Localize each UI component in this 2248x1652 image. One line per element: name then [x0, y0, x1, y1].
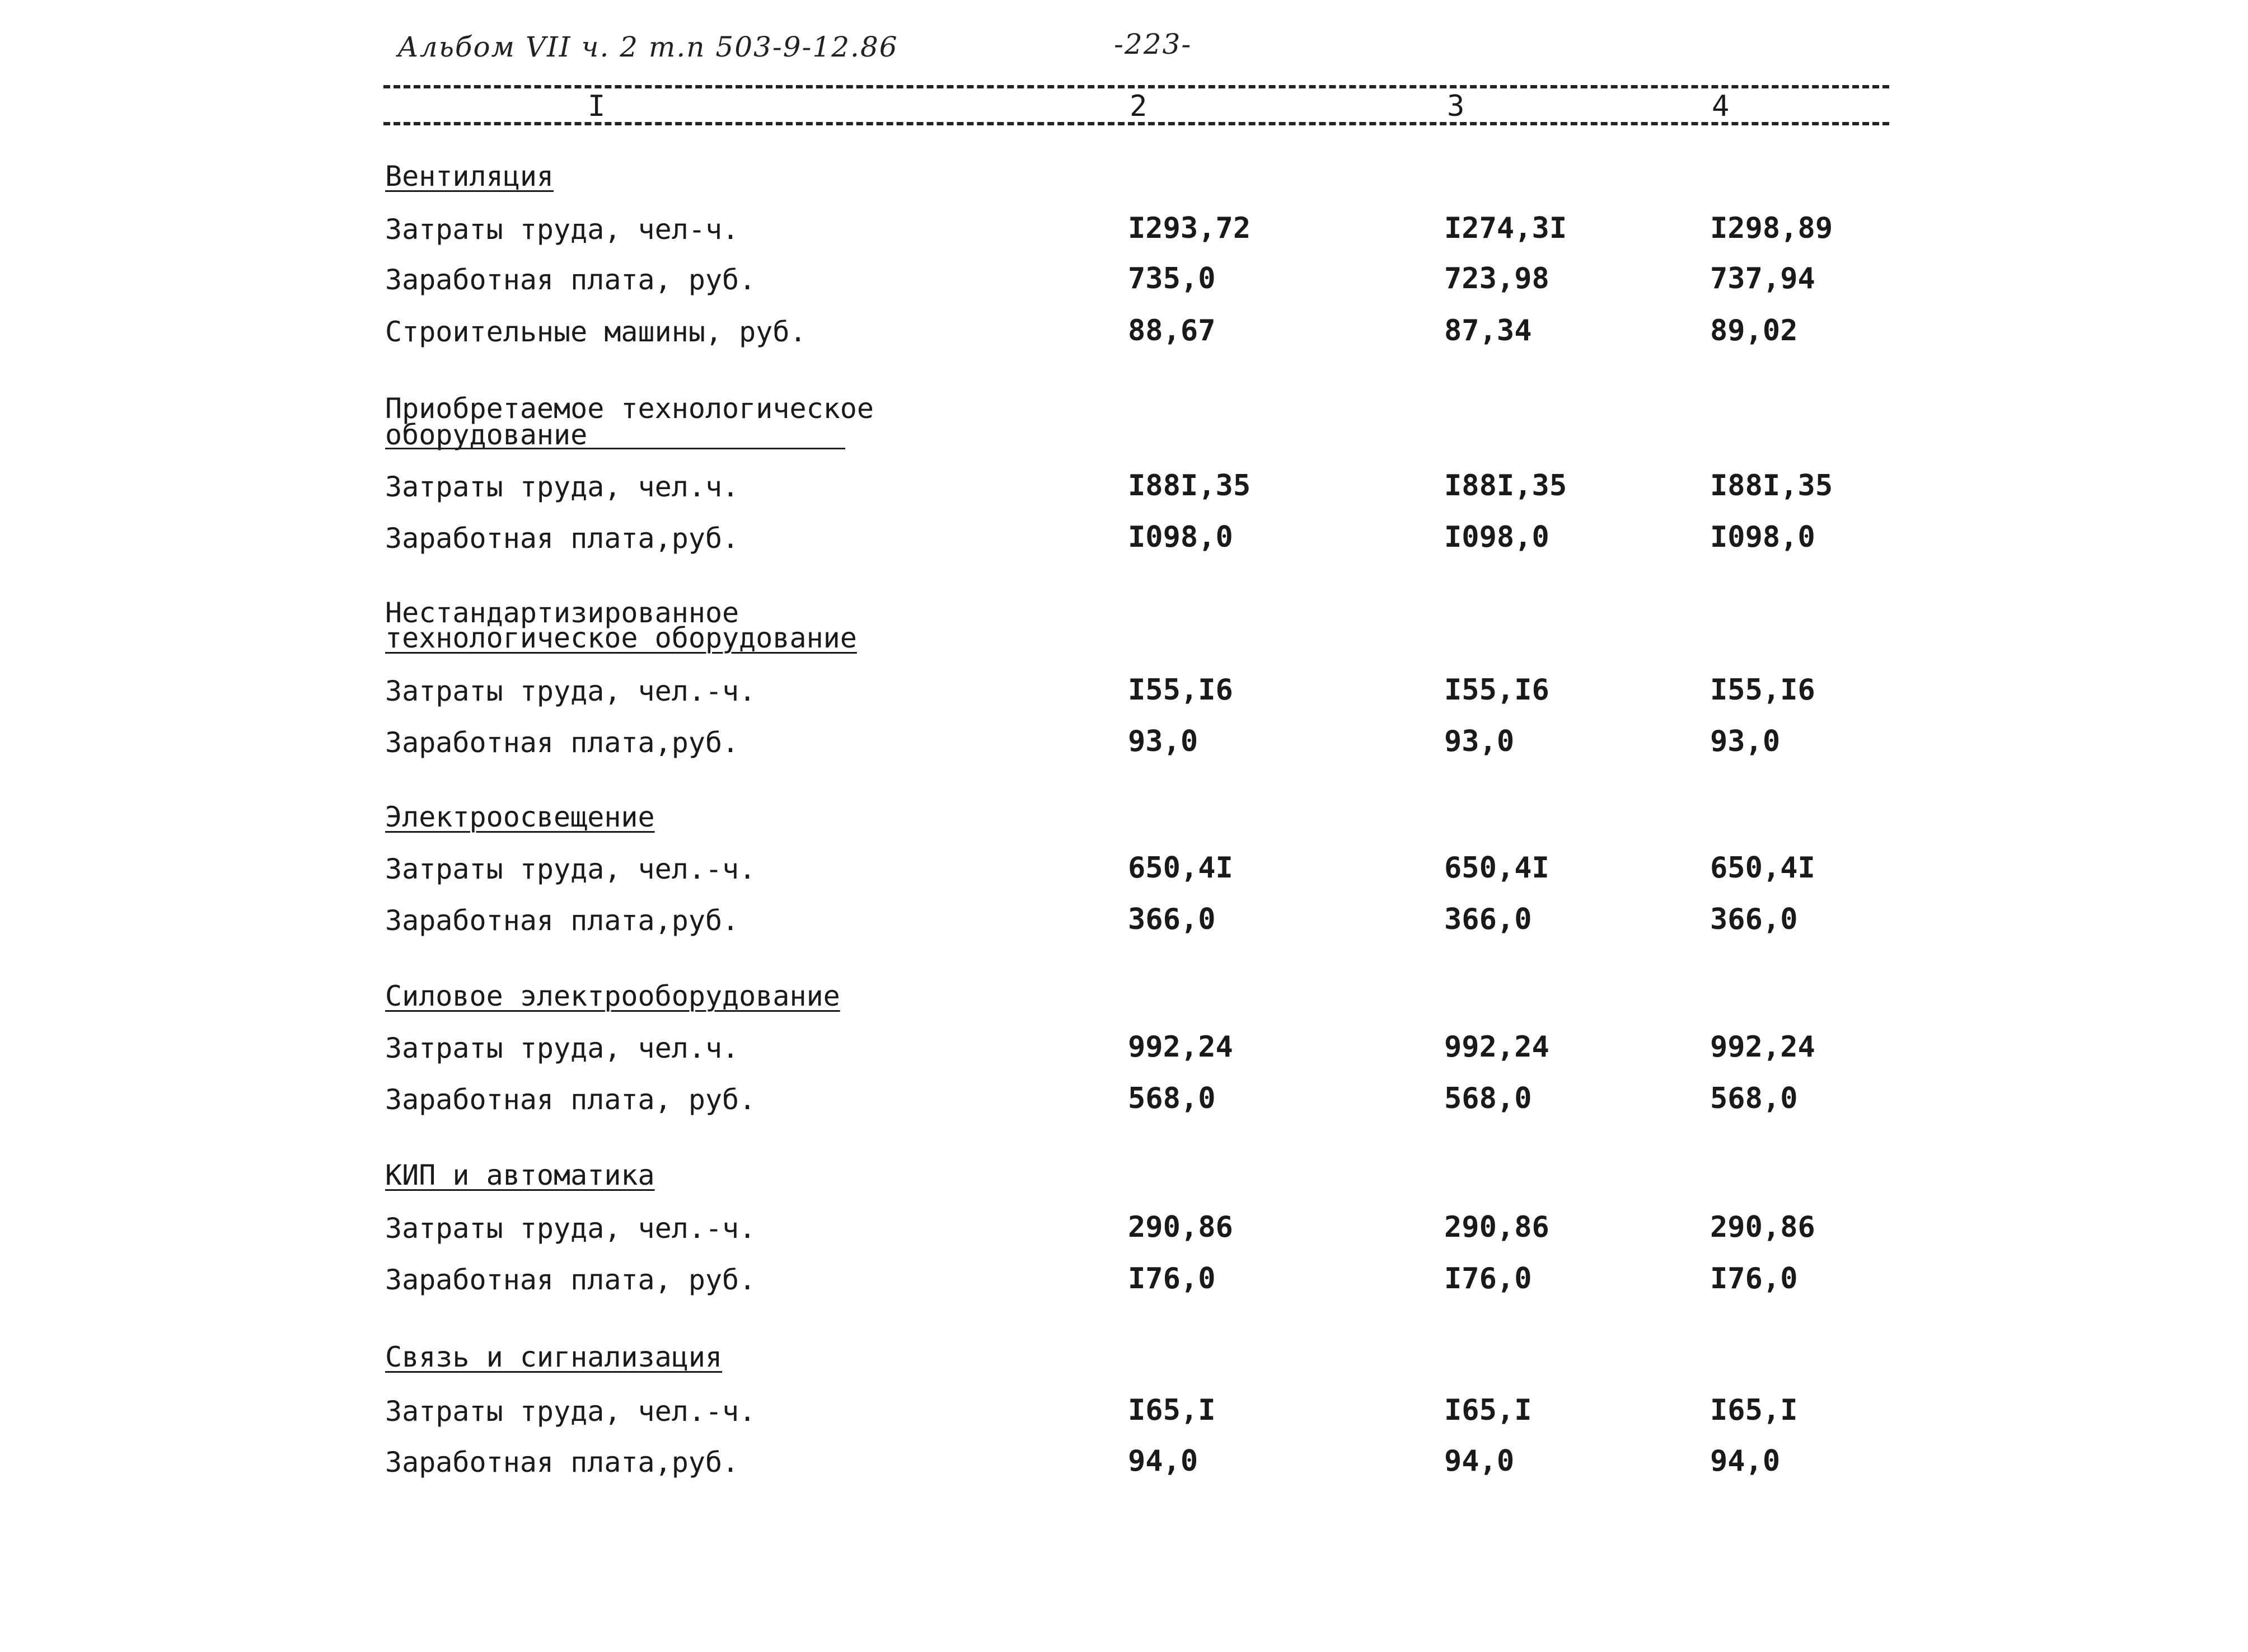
row-label: Затраты труда, чел.-ч. [385, 1395, 756, 1428]
row-label: Затраты труда, чел.-ч. [385, 675, 756, 707]
row-value-col2: 94,0 [1128, 1444, 1198, 1478]
column-header-1: I [588, 90, 606, 123]
row-value-col4: I76,0 [1710, 1262, 1798, 1296]
row-value-col4: 366,0 [1710, 903, 1798, 936]
row-value-col3: I88I,35 [1444, 469, 1567, 503]
row-value-col2: I293,72 [1128, 212, 1251, 245]
column-header-3: 3 [1447, 90, 1465, 123]
row-label: Затраты труда, чел.-ч. [385, 853, 756, 885]
row-value-col4: 992,24 [1710, 1030, 1815, 1064]
section-title: Вентиляция [385, 160, 554, 193]
row-value-col2: I88I,35 [1128, 469, 1251, 503]
row-value-col2: 290,86 [1128, 1210, 1233, 1244]
row-label: Затраты труда, чел.ч. [385, 1032, 739, 1064]
section-title: Электроосвещение [385, 801, 655, 833]
row-value-col4: I65,I [1710, 1393, 1798, 1427]
row-value-col3: 568,0 [1444, 1082, 1532, 1115]
row-value-col2: 650,4I [1128, 851, 1233, 885]
row-value-col2: I76,0 [1128, 1262, 1216, 1296]
row-value-col3: 87,34 [1444, 314, 1532, 348]
row-label: Заработная плата,руб. [385, 726, 739, 759]
row-value-col4: I298,89 [1710, 212, 1833, 245]
row-label: Затраты труда, чел.ч. [385, 471, 739, 503]
row-value-col3: I098,0 [1444, 520, 1549, 554]
row-value-col4: 89,02 [1710, 314, 1798, 348]
row-value-col3: 366,0 [1444, 903, 1532, 936]
section-title: Связь и сигнализация [385, 1341, 723, 1373]
row-label: Заработная плата,руб. [385, 1446, 739, 1479]
row-value-col2: I65,I [1128, 1393, 1216, 1427]
row-label: Затраты труда, чел-ч. [385, 213, 739, 246]
row-value-col2: 93,0 [1128, 725, 1198, 758]
row-value-col2: I098,0 [1128, 520, 1233, 554]
section-title-line2: технологическое оборудование [385, 622, 857, 654]
row-value-col4: I55,I6 [1710, 673, 1815, 707]
row-value-col2: 88,67 [1128, 314, 1216, 348]
row-value-col4: I88I,35 [1710, 469, 1833, 503]
album-reference: Альбом VII ч. 2 т.п 503-9-12.86 [397, 31, 898, 63]
row-label: Заработная плата, руб. [385, 1264, 756, 1296]
row-value-col3: 723,98 [1444, 262, 1549, 295]
section-title-line1: Нестандартизированное [385, 597, 739, 629]
row-value-col3: I55,I6 [1444, 673, 1549, 707]
row-label: Заработная плата,руб. [385, 522, 739, 555]
row-value-col4: 737,94 [1710, 262, 1815, 295]
row-value-col3: 992,24 [1444, 1030, 1549, 1064]
section-title-line2: оборудование [385, 419, 588, 451]
row-label: Заработная плата,руб. [385, 904, 739, 937]
row-value-col2: 366,0 [1128, 903, 1216, 936]
row-value-col3: I274,3I [1444, 212, 1567, 245]
column-header-2: 2 [1130, 90, 1148, 123]
row-value-col4: 290,86 [1710, 1210, 1815, 1244]
row-value-col3: 650,4I [1444, 851, 1549, 885]
row-label: Затраты труда, чел.-ч. [385, 1212, 756, 1245]
row-value-col3: I76,0 [1444, 1262, 1532, 1296]
row-value-col3: 290,86 [1444, 1210, 1549, 1244]
row-value-col2: 735,0 [1128, 262, 1216, 295]
row-value-col3: I65,I [1444, 1393, 1532, 1427]
row-value-col4: 568,0 [1710, 1082, 1798, 1115]
row-value-col4: I098,0 [1710, 520, 1815, 554]
row-value-col2: 568,0 [1128, 1082, 1216, 1115]
row-value-col2: I55,I6 [1128, 673, 1233, 707]
row-label: Заработная плата, руб. [385, 1083, 756, 1116]
page-number: -223- [1114, 28, 1192, 60]
row-label: Заработная плата, руб. [385, 264, 756, 296]
section-title-line1: Приобретаемое технологическое [385, 392, 874, 425]
row-value-col3: 93,0 [1444, 725, 1515, 758]
row-value-col4: 650,4I [1710, 851, 1815, 885]
section-title-underline [385, 448, 845, 449]
section-title: КИП и автоматика [385, 1159, 655, 1191]
row-label: Строительные машины, руб. [385, 316, 807, 348]
section-title: Силовое электрооборудование [385, 980, 840, 1012]
row-value-col2: 992,24 [1128, 1030, 1233, 1064]
column-header-4: 4 [1712, 90, 1730, 123]
row-value-col4: 94,0 [1710, 1444, 1781, 1478]
row-value-col3: 94,0 [1444, 1444, 1515, 1478]
row-value-col4: 93,0 [1710, 725, 1781, 758]
header-rule-top [383, 85, 1889, 88]
